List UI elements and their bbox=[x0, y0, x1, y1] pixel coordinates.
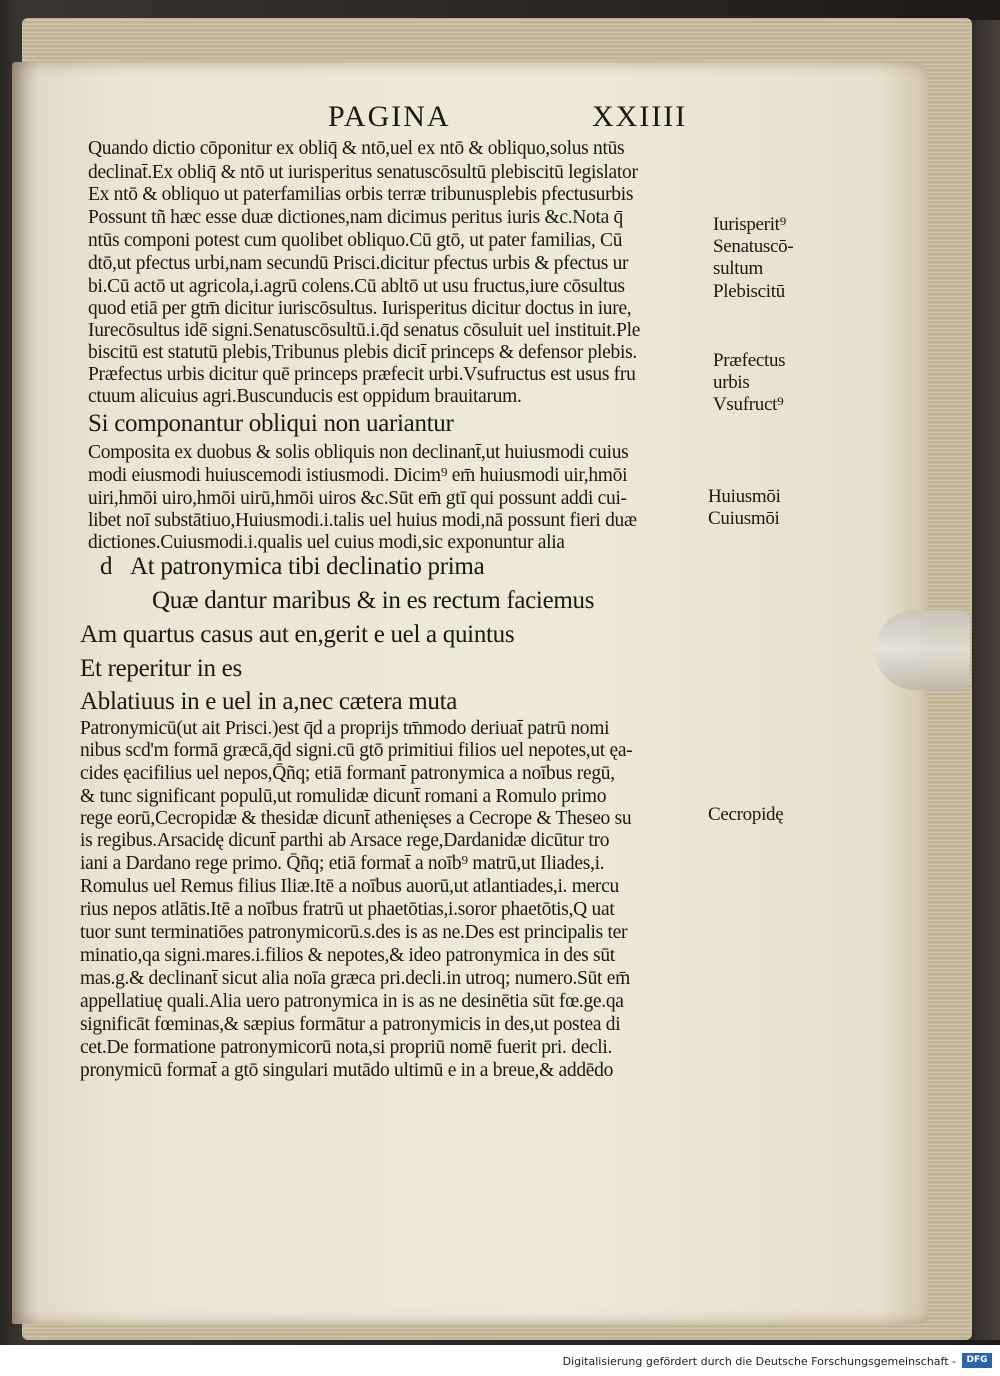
text-line: cet.De formatione patronymicorū nota,si propriū nomē fuerit pri. decli. bbox=[80, 1037, 613, 1058]
text-line: Iurecōsultus idē signi.Senatuscōsultū.i.q̄d senatus cōsuluit uel instituit.Ple bbox=[88, 320, 641, 341]
text-line: iani a Dardano rege primo. Q̄ñq; etiā format̄ a noīb⁹ matrū,ut Iliades,i. bbox=[80, 853, 605, 874]
margin-note: Iurisperit⁹ bbox=[713, 214, 786, 235]
text-line: nibus scd'm formā græcā,q̄d signi.cū gtō primitiui filios uel nepotes,ut ęa- bbox=[80, 740, 633, 761]
page-header-pagina: PAGINA bbox=[328, 100, 451, 133]
text-line: rius nepos atlātis.Itē a noībus fratrū ut phaetōtias,i.soror phaetōtis,Q uat bbox=[80, 899, 615, 920]
verse-line: At patronymica tibi declinatio prima bbox=[130, 553, 485, 580]
verse-line: Am quartus casus aut en,gerit e uel a quintus bbox=[80, 621, 515, 648]
page-header-folio: XXIIII bbox=[592, 100, 688, 133]
text-line: Patronymicū(ut ait Prisci.)est q̄d a proprijs tm̄modo deriuat̄ patrū nomi bbox=[80, 718, 610, 739]
bookmark-clip bbox=[875, 610, 970, 690]
text-line: Præfectus urbis dicitur quē princeps præfecit urbi.Vsufructus est usus fru bbox=[88, 364, 636, 385]
text-line: appellatiuę quali.Alia uero patronymica in is as ne desinētia sūt fœ.ge.qa bbox=[80, 991, 624, 1012]
margin-note: Vsufruct⁹ bbox=[713, 394, 784, 415]
text-line: is regibus.Arsacidę dicunt̄ parthi ab Arsace rege,Dardanidæ dicūtur tro bbox=[80, 830, 610, 851]
text-line: quod etiā per gtm̄ dicitur iuriscōsultus. Iurisperitus dicitur doctus in iure, bbox=[88, 298, 632, 319]
text-line: Quando dictio cōponitur ex obliq̄ & ntō,uel ex ntō & obliquo,solus ntūs bbox=[88, 138, 625, 159]
text-line: declinat̄.Ex obliq̄ & ntō ut iurisperitus senatuscōsultū plebiscitū legislator bbox=[88, 162, 638, 183]
text-line: dictiones.Cuiusmodi.i.qualis uel cuius modi,sic exponuntur alia bbox=[88, 532, 565, 553]
margin-note: Præfectus bbox=[713, 350, 786, 371]
text-line: Possunt tñ hæc esse duæ dictiones,nam dicimus peritus iuris &c.Nota q̄ bbox=[88, 207, 624, 228]
text-line: significāt fœminas,& sæpius formātur a patronymicis in des,ut postea di bbox=[80, 1014, 621, 1035]
margin-note: Cecropidę bbox=[708, 804, 784, 825]
text-line: bi.Cū actō ut agricola,i.agrū colens.Cū abltō ut usu fructus,iure cōsultus bbox=[88, 276, 625, 297]
verse-line: Ablatiuus in e uel in a,nec cætera muta bbox=[80, 688, 458, 715]
margin-note: sultum bbox=[713, 258, 763, 279]
text-line: uiri,hmōi uiro,hmōi uirū,hmōi uiros &c.Sūt em̄ gtī qui possunt addi cui- bbox=[88, 488, 627, 509]
text-line: Ex ntō & obliquo ut paterfamilias orbis terræ tribunusplebis pfectusurbis bbox=[88, 184, 634, 205]
verse-letter: d bbox=[100, 553, 113, 580]
margin-note: Senatuscō- bbox=[713, 236, 794, 257]
text-line: & tunc significant populū,ut romulidæ dicunt̄ romani a Romulo primo bbox=[80, 786, 607, 807]
text-line: libet noī substātiuo,Huiusmodi.i.talis uel huius modi,nā possunt fieri duæ bbox=[88, 510, 637, 531]
text-line: modi eiusmodi huiuscemodi istiusmodi. Dicim⁹ em̄ huiusmodi uir,hmōi bbox=[88, 465, 628, 486]
text-line: rege eorū,Cecropidæ & thesidæ dicunt̄ athenięses a Cecrope & Theseo su bbox=[80, 808, 632, 829]
margin-note: Cuiusmōi bbox=[708, 508, 780, 529]
text-line: Romulus uel Remus filius Iliæ.Itē a noībus auorū,ut atlantiades,i. mercu bbox=[80, 876, 619, 897]
text-line: dtō,ut pfectus urbi,nam secundū Prisci.dicitur pfectus urbis & pfectus ur bbox=[88, 253, 629, 274]
verse-line: Et reperitur in es bbox=[80, 655, 242, 682]
text-line: Composita ex duobus & solis obliquis non declinant̄,ut huiusmodi cuius bbox=[88, 442, 629, 463]
text-line: cides ęacifilius uel nepos,Q̄ñq; etiā formant̄ patronymica a noībus regū, bbox=[80, 763, 615, 784]
text-line: tuor sunt terminatiōes patronymicorū.s.des is as ne.Des est principalis ter bbox=[80, 922, 628, 943]
section-heading: Si componantur obliqui non uariantur bbox=[88, 410, 454, 437]
text-line: ctuum alicuius agri.Buscunducis est oppidum brauitarum. bbox=[88, 386, 522, 407]
text-line: mas.g.& declinant̄ sicut alia noīa græca pri.decli.in utroq; numero.Sūt em̄ bbox=[80, 968, 630, 989]
text-line: ntūs componi potest cum quolibet obliquo.Cū gtō, ut pater familias, Cū bbox=[88, 230, 623, 251]
margin-note: urbis bbox=[713, 372, 750, 393]
text-line: pronymicū format̄ a gtō singulari mutādo ultimū e in a breue,& addēdo bbox=[80, 1060, 614, 1081]
footer-credit: Digitalisierung gefördert durch die Deutsche Forschungsgemeinschaft - bbox=[562, 1355, 956, 1368]
text-line: biscitū est statutū plebis,Tribunus plebis dicit̄ princeps & defensor plebis. bbox=[88, 342, 637, 363]
margin-note: Plebiscitū bbox=[713, 281, 785, 302]
verse-line: Quæ dantur maribus & in es rectum faciemus bbox=[152, 587, 595, 614]
text-line: minatio,qa signi.mares.i.filios & nepotes,& ideo patronymica in des sūt bbox=[80, 945, 615, 966]
dfg-logo: DFG bbox=[962, 1353, 992, 1368]
margin-note: Huiusmōi bbox=[708, 486, 781, 507]
